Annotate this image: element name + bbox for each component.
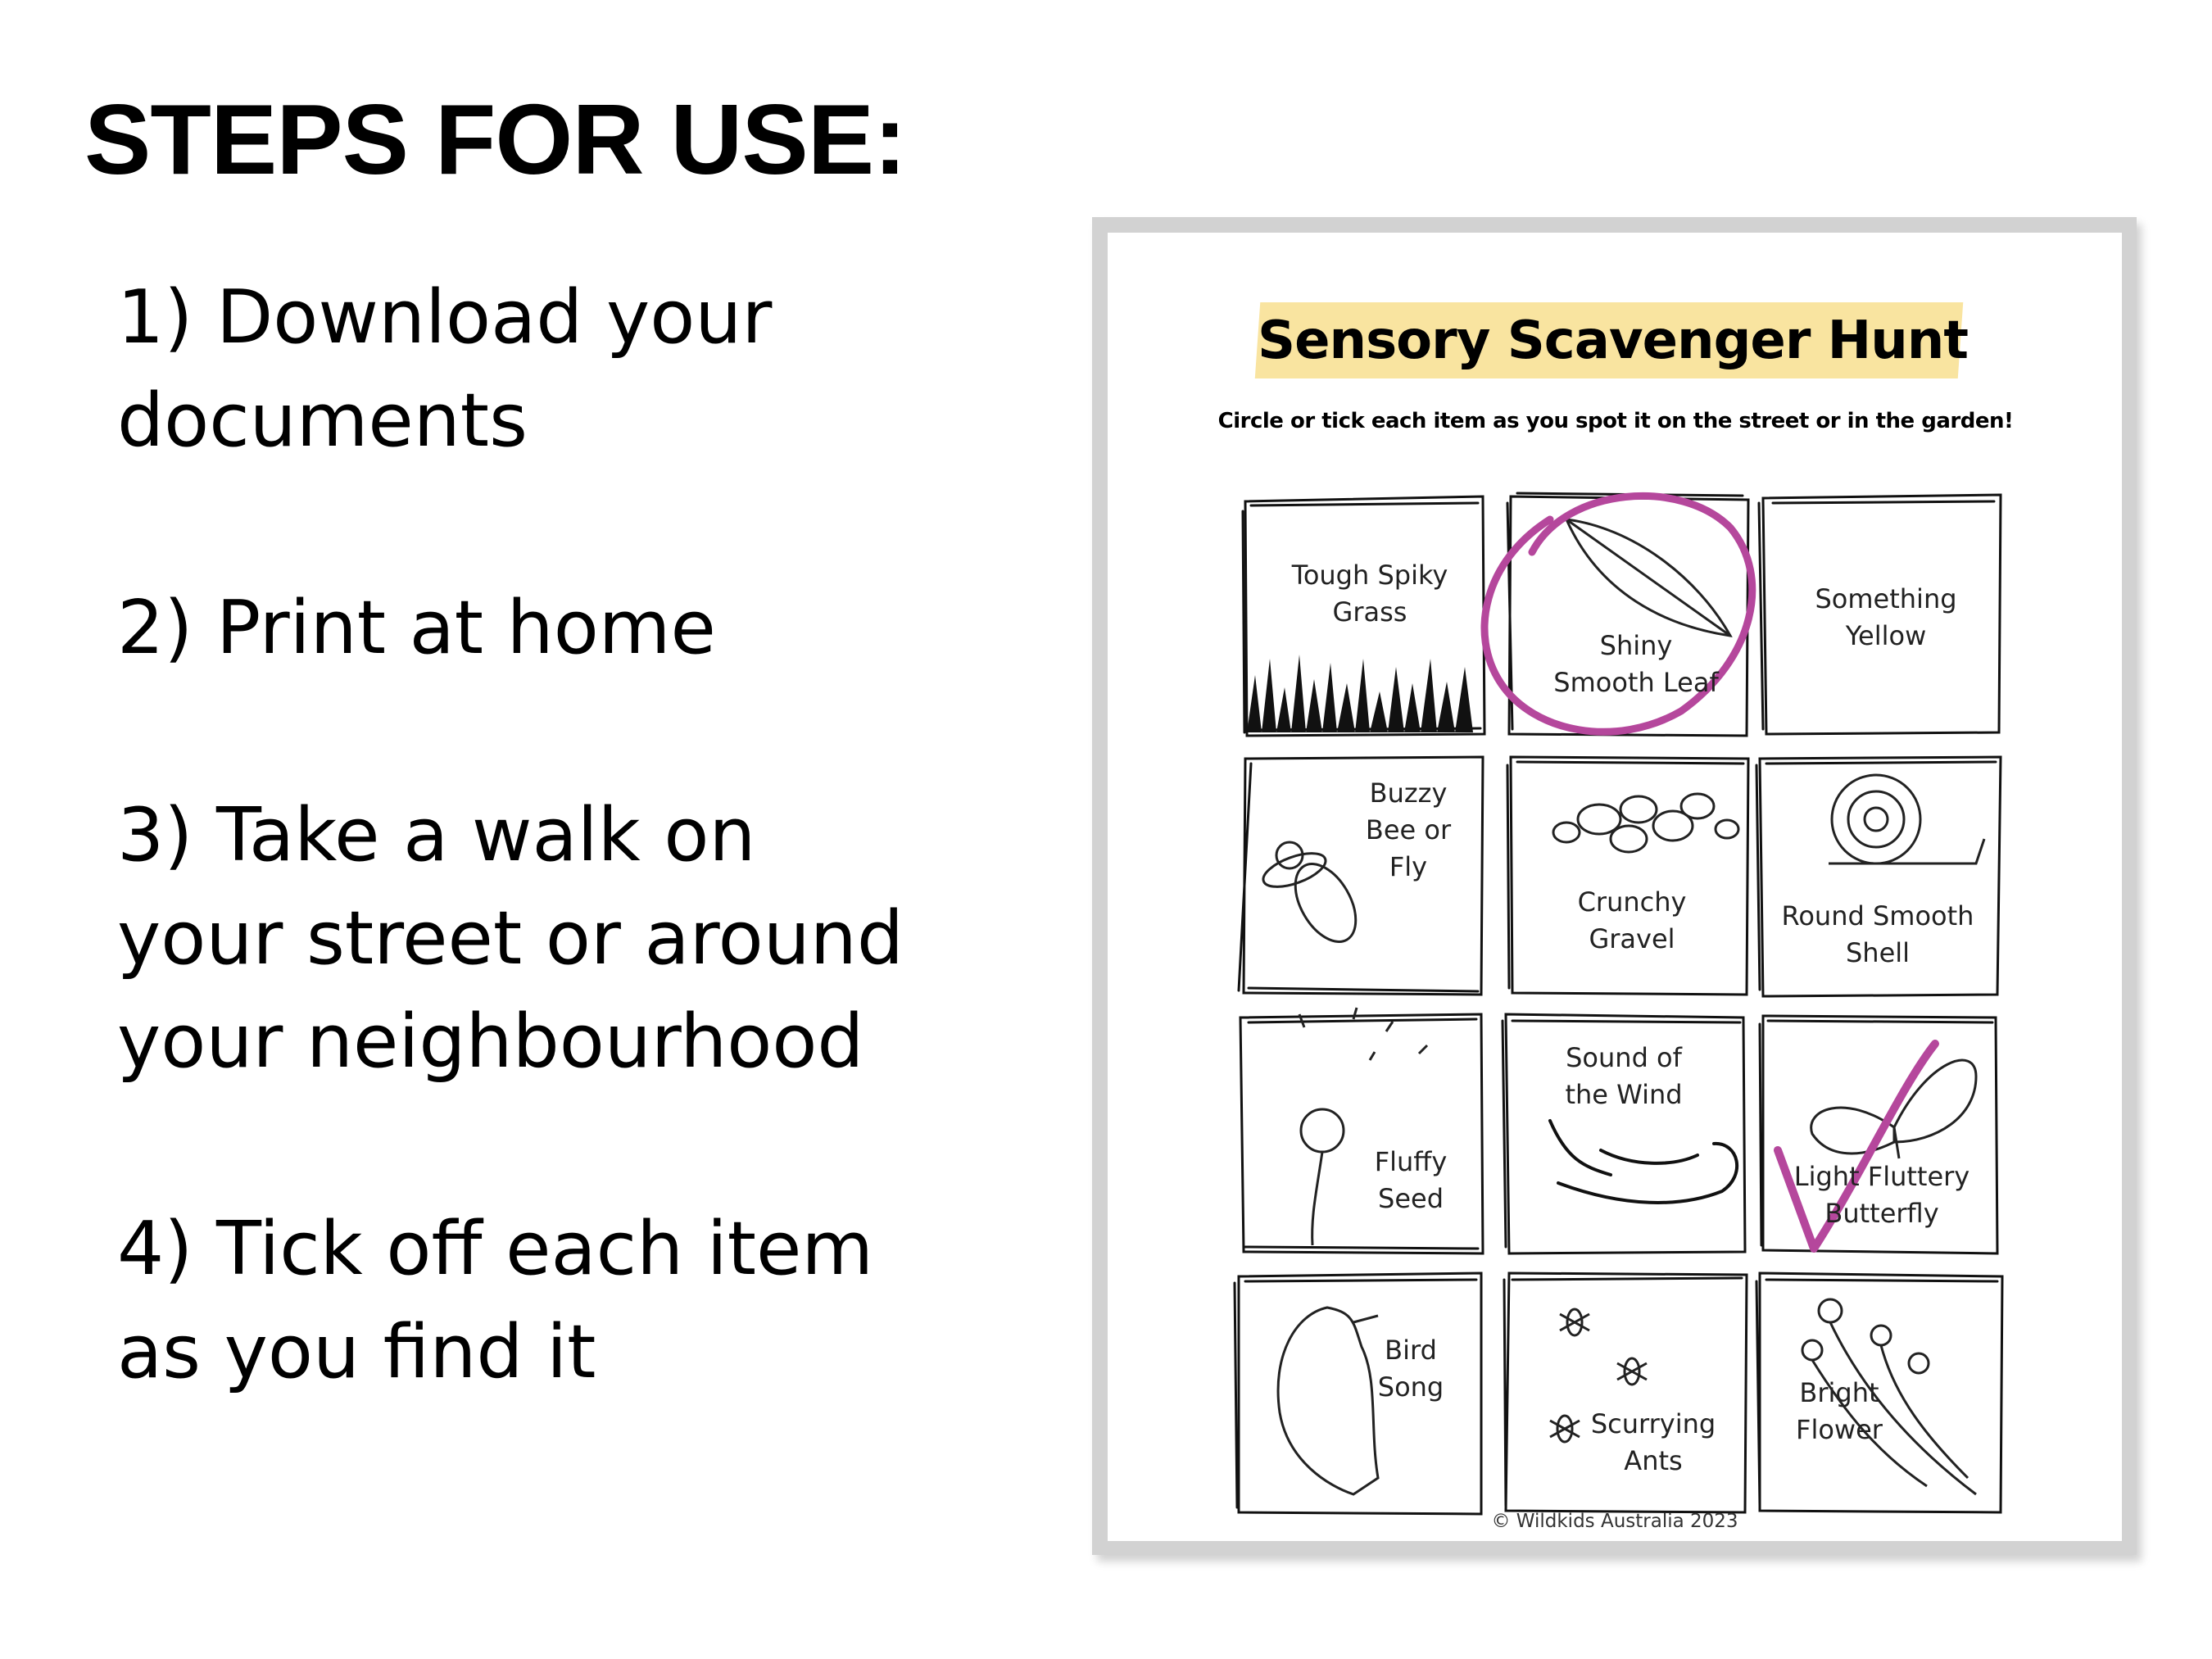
worksheet-instructions: Circle or tick each item as you spot it on the street or in the garden! — [1217, 409, 2014, 433]
item-label-yellow: Something Yellow — [1815, 583, 1957, 651]
item-label-flower: Bright Flower — [1796, 1377, 1883, 1445]
worksheet-title: Sensory Scavenger Hunt — [1258, 310, 1968, 371]
step-tick: 4) Tick off each item as you find it — [117, 1206, 874, 1395]
wind-icon — [1550, 1121, 1737, 1203]
page-heading: STEPS FOR USE: — [84, 84, 906, 195]
copyright: © Wildkids Australia 2023 — [1491, 1511, 1738, 1532]
step-download: 1) Download your documents — [117, 274, 773, 464]
item-label-wind: Sound of the Wind — [1565, 1042, 1683, 1110]
step-print: 2) Print at home — [117, 585, 716, 671]
steps-list — [117, 266, 986, 1404]
item-label-grass: Tough Spiky Grass — [1291, 560, 1448, 628]
item-label-bee: Buzzy Bee or Fly — [1365, 777, 1452, 882]
leaf-icon — [1566, 519, 1730, 636]
item-label-ants: Scurrying Ants — [1590, 1408, 1716, 1476]
snail-icon — [1829, 775, 1984, 863]
worksheet-preview — [1108, 233, 2122, 1541]
step-walk: 3) Take a walk on your street or around your neighbourhood — [117, 792, 904, 1085]
gravel-icon — [1553, 794, 1738, 852]
item-label-gravel: Crunchy Gravel — [1577, 886, 1687, 954]
item-label-bird: Bird Song — [1377, 1335, 1444, 1403]
item-label-seed: Fluffy Seed — [1374, 1146, 1448, 1214]
grass-icon — [1247, 655, 1473, 732]
item-label-shell: Round Smooth Shell — [1781, 900, 1974, 968]
item-label-leaf: Shiny Smooth Leaf — [1553, 630, 1719, 698]
item-label-butterfly: Light Fluttery Butterfly — [1793, 1161, 1970, 1229]
